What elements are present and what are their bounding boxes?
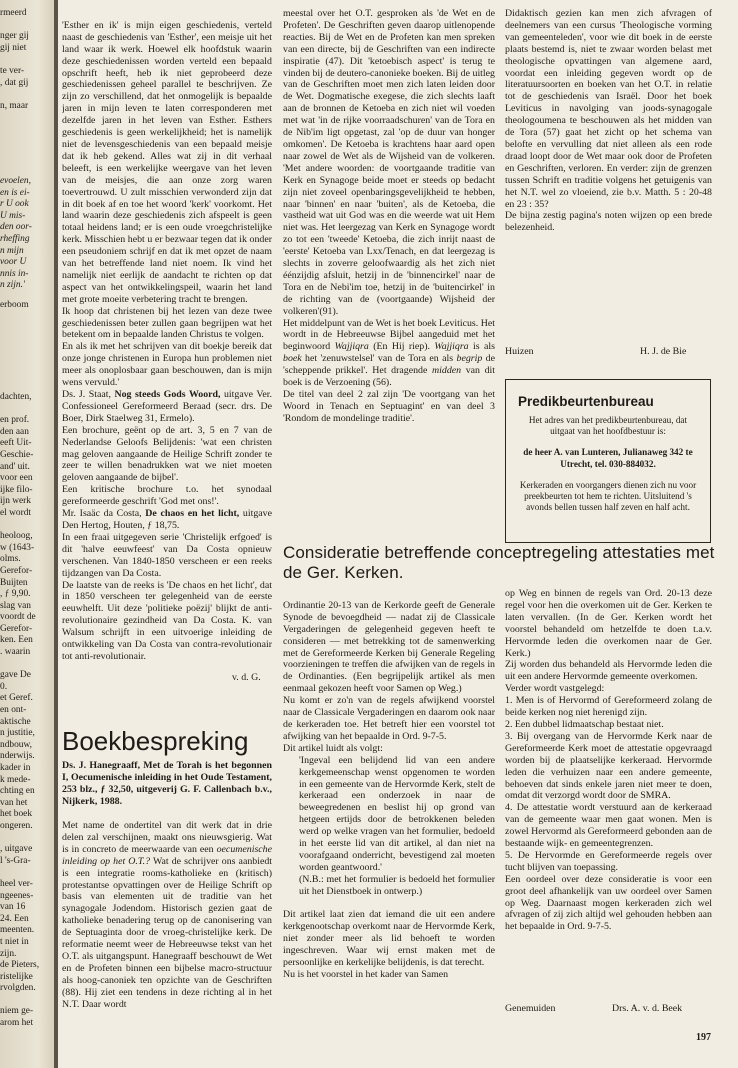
- col2-text-d: het 'zenuwstelsel' van de Tora en als: [301, 353, 457, 365]
- article-conclusion: Dit artikel laat zien dat iemand die uit een andere kerkgenootschap overkomt naar de Hervormde Kerk, niet zonder meer als lid behoeft te worden ingeschreven. Waar wij ernst maken met de persoonlijke en kerkelijke belijdenis, is dat terecht. Nu is het voorstel in het kader van Samen: [283, 909, 495, 980]
- begrip-term: begrip: [456, 353, 483, 365]
- box-instructions: Kerkeraden en voorgangers dienen zich nu voor preekbeurten tot hem te richten. Uitsluitend 's avonds bellen tussen half zeven en half acht.: [519, 479, 697, 513]
- article-title: Consideratie betreffende conceptregeling attestaties met de Ger. Kerken.: [283, 543, 715, 582]
- article-intro: Ordinantie 20-13 van de Kerkorde geeft de Generale Synode de bevoegdheid — nadat zij de Classicale Vergaderingen de gelegenheid gegeven heeft te consideren — met betrekking tot de samenwerking met de Gereformeerde Kerken bij Generale Regeling voorzieningen te treffen die afwijken van de regels in de Ordinanties. (Een begrijpelijk artikel als men eenmaal gekozen heeft voor Samen op Weg.) Nu komt er zo'n van de regels afwijkend voorstel naar de Classicale Vergaderingen en daarom ook naar de kerkeraden toe. Het betreft hier een voorstel tot afwijking van het bepaalde in Ord. 9-7-5. Dit artikel luidt als volgt:: [283, 599, 495, 754]
- wajjiqra-term: Wajjiqra: [334, 341, 369, 353]
- margin-text-top: rmeerd nger gij gij niet te ver- , dat gij n, maar: [0, 8, 29, 111]
- staat-publisher: uitgave Ver. Confessioneel Gereformeerd Beraad (secr. drs. De Boer, Dirk Staelweg 31, Ermelo).: [62, 389, 272, 424]
- costa-publisher: uitgave Den Hertog, Houten, ƒ 18,75.: [62, 508, 272, 531]
- article-column-right: op Weg en binnen de regels van Ord. 20-13 deze regel voor hen die overkomen uit de Ger. Kerken te laten vervallen. (In de Ger. Kerken wordt het voorstel behandeld om hetzelfde te doen t.a.v. Hervormde leden die overkomen naar de Ger. Kerk.) Zij worden dus behandeld als Hervormde leden die uit een andere Hervormde gemeente overkomen. Verder wordt vastgelegd: 1. Men is of Hervormd of Gereformeerd zolang de beide kerken nog niet herenigd zijn. 2. Een dubbel lidmaatschap bestaat niet. 3. Bij overgang van de Hervormde Kerk naar de Gereformeerde Kerk moet de attestatie opgevraagd worden bij de plaatselijke kerkeraad. Hervormde leden die verhuizen naar een andere gemeente, behoeven dat sinds enkele jaren niet meer te doen, omdat dit verzorgd wordt door de SMRA. 4. De attestatie wordt verstuurd aan de kerkeraad van de gemeente waar men gaat wonen. Men is zowel Hervormd als Gereformeerd gebonden aan de bestaande wijk- en gemeentegrenzen. 5. De Hervormde en Gereformeerde regels over tucht blijven van toepassing. Een oordeel over deze consideratie is voor een groot deel afhankelijk van uw oordeel over Samen op Weg. Daarnaast mogen kerkeraden zich wel afvragen of zij zich altijd wel gehouden hebben aan het bepaalde in Ord. 9-7-5.: [505, 588, 712, 933]
- staat-author: Ds. J. Staat,: [62, 389, 115, 400]
- margin-text-erboom: erboom: [0, 300, 29, 310]
- column-1-text: [62, 8, 272, 778]
- column-2-text: [283, 8, 495, 448]
- signature-vdg: v. d. G.: [232, 672, 261, 683]
- margin-text-quote: evoelen, en is ei- r U ook U mis- den oor- rheffing n mijn voor U nnis in- n zijn.': [0, 176, 32, 291]
- staat-review: Een brochure, geënt op de art. 3, 5 en 7 van de Nederlandse Geloofs Belijdenis: 'wat een christen mag geloven aangaande de Heilige Schrift zonder te zeer te willen benadrukken wat we niet moeten geloven aangaande de bijbel'. Een kritische brochure t.o. het synodaal gereformeerde geschrift 'God met ons!'.: [62, 424, 272, 508]
- staat-title: Nog steeds Gods Woord,: [114, 389, 221, 400]
- page-gutter: [54, 0, 58, 1068]
- midden-term: midden: [432, 365, 462, 377]
- boekbespreking-heading: Boekbespreking: [62, 726, 249, 756]
- page-number: 197: [696, 1032, 711, 1043]
- article-column-left: [283, 588, 495, 1043]
- column-3-text: Didaktisch gezien kan men zich afvragen of deelnemers van een cursus 'Theologische vorming van gemeenteleden', voor wie dit boek in de eerste plaats bestemd is, niet te zwaar worden belast met theologische opvattingen van algemene aard, voordat een inleiding gegeven wordt op de literatuursoorten en boeken van het O.T. in relatie tot de geschiedenis van Israël. Door het boek Leviticus in navolging van joods-synagogale theologoumena te beschouwen als het midden van de Tora (57) gaat het zicht op het schema van belofte en vervulling dat niet alleen als een rode draad loopt door de Wet maar ook door de Profeten en Geschriften, verloren. En verder: zijn de grenzen tussen Schrift en traditie volgens het getuigenis van het N.T. wel zo vloeiend, zie b.v. Matth. 5 : 20-48 en 23 : 35? De bijna zestig pagina's noten wijzen op een brede belezenheid.: [505, 8, 712, 234]
- hanegraaff-review-text: [62, 820, 272, 1060]
- col2-text-a: meestal over het O.T. gesproken als 'de Wet en de Profeten'. De Geschriften geven daarop uitlenopende reacties. Bij de Wet en de Profeten kan men spreken van een directe, bij de Geschriften van een indirecte inspiratie (47). Dit 'ketoebisch aspect' is terug te vinden bij de deutero-canonieke boeken. Bij de uitleg van de Geschriften moet men zich laten leiden door de Wet. Dogmatische exegese, die zich slechts laaft aan de bronnen de Ketoeba en zich niet wil voeden met wat 'in de rijke voorraadschuren' van de Tora en de Nib'im ligt opgetast, zal 'op de duur van honger omkomen'. De Ketoeba is krachtens haar aard open naar zowel de Wet als de Wijsheid van de volkeren. 'Met andere woorden: de voortgaande traditie van Kerk en Synagoge beide moet er steeds op bedacht zijn niet zoveel openbaringsgevelijkheid te hebben, naar 'binnen' en naar 'buiten', als de Ketoeba, die vastheid wat uit God was en die weerde wat uit Hem niet was. Het leergezag van Kerk en Synagoge wordt zo tot een 'tweede' Ketoeba, die zich inrijt naast de 'eerste' Ketoeba van Lxx/Tenach, en dat leergezag is slechts in zoverre geloofwaardig als het zich niet éénzijdig afsluit, hetzij in de 'binnencirkel' naar de Tora en de Nebi'im toe, hetzij in de 'buitencirkel' in de richting van de (voortgaande) Wijsheid der volkeren'(91). Het middelpunt van de Wet is het boek Leviticus. Het wordt in de Hebreeuwse Bijbel aangeduid met het beginwoord: [283, 8, 495, 353]
- col2-text-f: van dit boek is de Verzoening (56). De titel van deel 2 zal zijn 'De voortgang van het Woord in Tenach en Septuagint' en van deel 3 'Rondom de mondelinge traditie'.: [283, 365, 495, 424]
- predikbeurtenbureau-box: [505, 379, 711, 543]
- costa-title: De chaos en het licht,: [145, 508, 240, 520]
- esther-text: 'Esther en ik' is mijn eigen geschiedenis, verteld naast de geschiedenis van 'Esther', een meisje uit het land waar ik werk. Hoewel elk hoofdstuk waarin deze geschiedenissen worden verteld een bepaald opschrift heeft, heb ik niet geprobeerd deze geschiedenissen geheel parallel te beschrijven. Ze zijn zo verschillend, dat het onmogelijk is bepaalde jaren in mijn leven te laten corresponderen met dezelfde jaren in het leven van Esther. Esthers geschiedenis is geen werkelijkheid; het is namelijk niet de levensgeschiedenis van een bepaald meisje dat ik heb gekend. Alles wat zij in dit verhaal beleeft, is een werkelijke weergave van het leven van de meisjes, die aan onze zorg waren toevertrouwd. U zult misschien verwonderd zijn dat in dit boek af en toe het woord 'kerk' voorkomt. Het land waarin deze geschiedenis zich afspeelt is geen totaal heidens land; er is een oude vroegchristelijke kerk. Misschien hebt u er bezwaar tegen dat ik onder een pseudoniem schrijf en dat ik met opzet de naam van het betreffende land niet noem. Ik vind het namelijk niet eerlijk de aandacht te richten op dat aspect van het ontwikkelingspeil, waarin het land met grote moeite verbetering tracht te brengen. Ik hoop dat christenen bij het lezen van deze twee geschiedenissen beter zullen gaan begrijpen wat het betekent om in bepaalde landen Christus te volgen. En als ik met het schrijven van dit boekje bereik dat onze jonge christenen in Europa hun problemen niet meer als onoplosbaar gaan beschouwen, dan is mijn wens vervuld.': [62, 19, 272, 389]
- costa-author: Mr. Isaäc da Costa,: [62, 508, 146, 520]
- box-title: Predikbeurtenbureau: [518, 394, 654, 409]
- col2-text-e: de 'scheppende prikkel'. Het dragende: [283, 353, 495, 377]
- costa-review: In een fraai uitgegeven serie 'Christelijk erfgoed' is dit 'halve eeuwfeest' van Da Costa opnieuw verschenen. Van 1840-1850 verscheen er een reeks tijdzangen van Da Costa. De laatste van de reeks is 'De chaos en het licht', dat in 1850 verscheen ter gelegenheid van de eerste eeuwhelft. Uit deze 'politieke poëzij' blijkt de anti-revolutionaire gezindheid van Da Costa. K. van Walsum schrijft in een uitvoerige inleiding de ontwikkeling van Da Costa van contra-revolutionair tot anti-revolutionair.: [62, 531, 272, 662]
- boek-term: boek: [283, 353, 302, 365]
- review-text-emphasis: oecumenische inleiding op het O.T.?: [62, 843, 272, 867]
- hanegraaff-book-reference: Ds. J. Hanegraaff, Met de Torah is het begonnen I, Oecumenische inleiding in het Oude Testament, 253 blz., ƒ 32,50, uitgeverij G. F. Callenbach b.v., Nijkerk, 1988.: [62, 760, 272, 807]
- place-genemuiden: Genemuiden: [505, 1003, 556, 1014]
- margin-text-list: dachten, en prof. den aan eeft Uit- Geschie- and' uit. voor een ijke filo- ijn werk el wordt heoloog, w (1643- olms. Gerefor- Buijten , ƒ 9,90. slag van voordt de Gerefor- ken. Een . waarin gave De 0. et Geref. en ont- aktische n justitie, ndbouw, nderwijs. kader in k mede- chting en van het het boek ongeren. , uitgave l 's-Gra- heel ver- ngeenes- van 16 24. Een meenten. t niet in zijn. de Pieters, ristelijke rvolgden. niem ge- arom het: [0, 392, 40, 1029]
- box-address: de heer A. van Lunteren, Julianaweg 342 te Utrecht, tel. 030-884032.: [523, 447, 693, 469]
- wajjiqra-term-2: Wajjiqra: [434, 341, 469, 353]
- place-huizen: Huizen: [505, 346, 534, 357]
- col2-text-b: (En Hij riep).: [368, 341, 435, 353]
- box-intro: Het adres van het predikbeurtenbureau, dat uitgaat van het hoofdbestuur is:: [528, 415, 688, 437]
- review-text-a: Met name de ondertitel van dit werk dat in drie delen zal verschijnen, maakt ons nieuwsgierig. Wat is in concreto de meerwaarde van een: [62, 820, 272, 855]
- review-text-b: Wat de schrijver ons aanbiedt is een integratie rooms-katholieke en (kritisch) protestantse opvattingen over de Heilige Schrift op basis van elementen uit de traditie van het synagogale Jodendom. Historisch gezien gaat de katholieke benadering terug op de canonisering van de Septuaginta door de vroeg-christelijke kerk. De reformatie neemt weer de Hebreeuwse tekst van het O.T. als uitgangspunt. Hanegraaff beschouwt de Wet en de Profeten binnen een bijbelse macro-structuur als hoog-canoniek ten opzichte van de Geschriften (88). Hij ziet een tendens in deze richting al in het N.T. Daar wordt: [62, 855, 272, 1010]
- signature-de-bie: H. J. de Bie: [640, 346, 687, 357]
- col2-text-c: is als: [468, 341, 495, 353]
- signature-vd-beek: Drs. A. v. d. Beek: [612, 1003, 683, 1014]
- article-quote: 'Ingeval een belijdend lid van een andere kerkgemeenschap wenst opgenomen te worden in een gemeente van de Hervormde Kerk, stelt de kerkeraad een onderzoek in naar de beweegredenen en beslist hij op grond van hetgeen ertijds door de betrokkenen beleden werd op welke vragen van het formulier, bedoeld in het eerste lid van dit artikel, al dan niet na voorafgaand onderricht, bevestigend zal moeten worden geantwoord.' (N.B.: met het formulier is bedoeld het formulier uit het Dienstboek in ontwerp.): [299, 754, 495, 897]
